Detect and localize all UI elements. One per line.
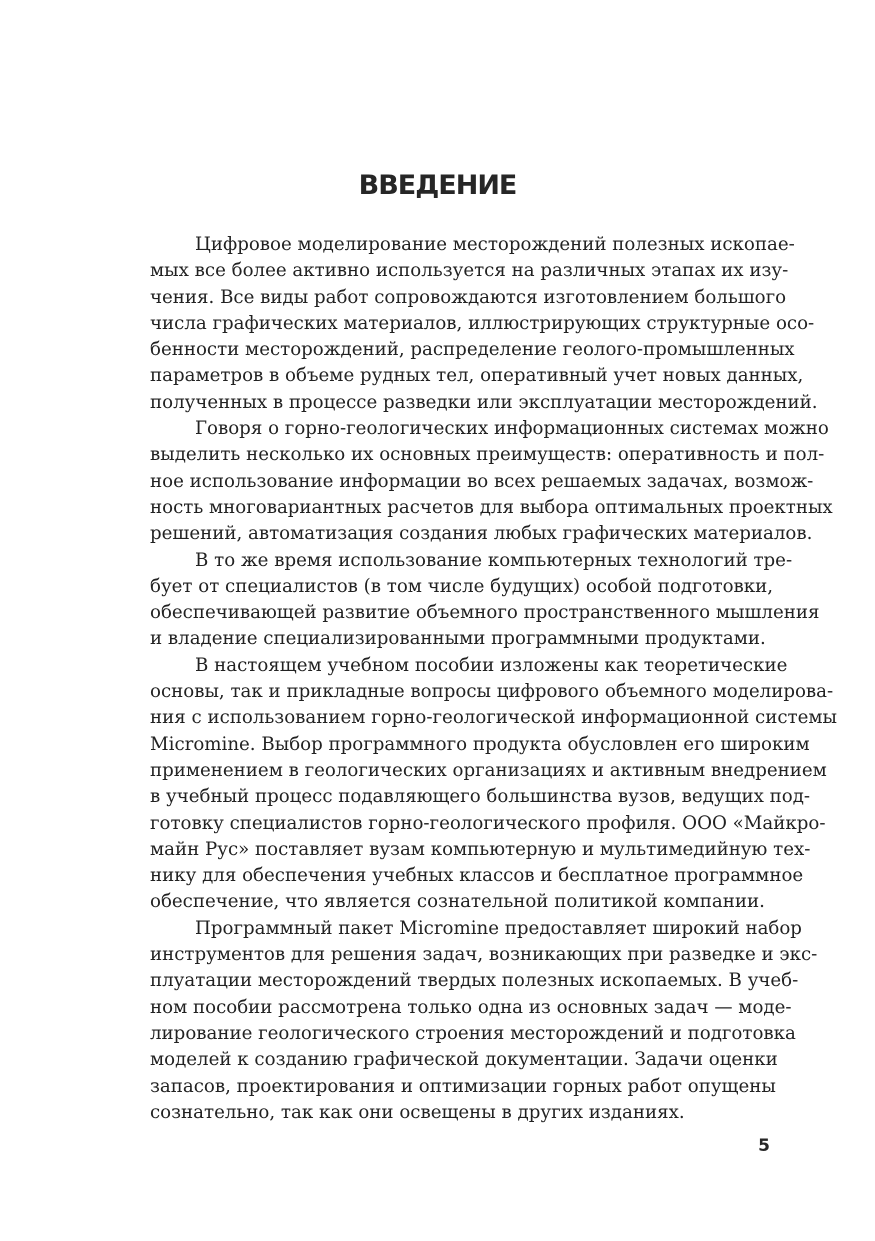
paragraph-3 [105,548,820,653]
text-line: в учебный процесс подавляющего большинства вузов, ведущих под- [150,786,811,808]
text-line: числа графических материалов, иллюстрирующих структурные осо- [150,312,815,334]
text-line: бенности месторождений, распределение геолого-промышленных [150,339,795,361]
page-number: 5 [758,1136,770,1156]
text-line: чения. Все виды работ сопровождаются изготовлением большого [150,286,787,308]
text-line: Говоря о горно-геологических информационных системах можно [195,418,829,440]
paragraph-5 [105,916,818,1126]
text-line: параметров в объеме рудных тел, оперативный учет новых данных, [150,365,804,387]
text-line: выделить несколько их основных преимуществ: оперативность и пол- [150,444,825,466]
text-line: сознательно, так как они освещены в других изданиях. [150,1101,685,1123]
text-line: инструментов для решения задач, возникающих при разведке и экс- [150,944,818,966]
text-line: запасов, проектирования и оптимизации горных работ опущены [150,1075,776,1097]
text-line: применением в геологических организациях и активным внедрением [150,759,827,781]
text-line: решений, автоматизация создания любых графических материалов. [150,523,813,545]
text-line: Micromine. Выбор программного продукта обусловлен его широким [150,733,810,755]
text-line: плуатации месторождений твердых полезных ископаемых. В учеб- [150,970,799,992]
paragraph-1 [105,232,818,416]
body-text [105,232,837,1126]
text-line: В то же время использование компьютерных технологий тре- [195,549,793,571]
text-line: бует от специалистов (в том числе будущих) особой подготовки, [150,575,774,597]
text-line: лирование геологического строения месторождений и подготовка [150,1022,796,1044]
text-line: майн Рус» поставляет вузам компьютерную и мультимедийную тех- [150,838,811,860]
text-line: мых все более активно используется на различных этапах их изу- [150,260,789,282]
text-line: ния с использованием горно-геологической информационной системы [150,707,837,729]
text-line: нику для обеспечения учебных классов и бесплатное программное [150,865,804,887]
text-line: моделей к созданию графической документации. Задачи оценки [150,1049,778,1071]
text-line: основы, так и прикладные вопросы цифрового объемного моделирова- [150,681,834,703]
text-line: и владение специализированными программными продуктами. [150,628,766,650]
text-line: ность многовариантных расчетов для выбора оптимальных проектных [150,496,833,518]
paragraph-4 [105,653,837,916]
text-line: полученных в процессе разведки или эксплуатации месторождений. [150,391,818,413]
page-title: ВВЕДЕНИЕ [358,170,517,201]
text-line: ном пособии рассмотрена только одна из основных задач — моде- [150,996,792,1018]
text-line: ное использование информации во всех решаемых задачах, возмож- [150,470,814,492]
paragraph-2 [105,416,833,547]
text-line: В настоящем учебном пособии изложены как теоретические [195,654,788,676]
text-line: Программный пакет Micromine предоставляет широкий набор [195,917,802,939]
text-line: обеспечение, что является сознательной политикой компании. [150,891,765,913]
text-line: Цифровое моделирование месторождений полезных ископае- [195,234,795,255]
text-line: обеспечивающей развитие объемного пространственного мышления [150,602,820,624]
text-line: готовку специалистов горно-геологического профиля. ООО «Майкро- [150,812,826,834]
